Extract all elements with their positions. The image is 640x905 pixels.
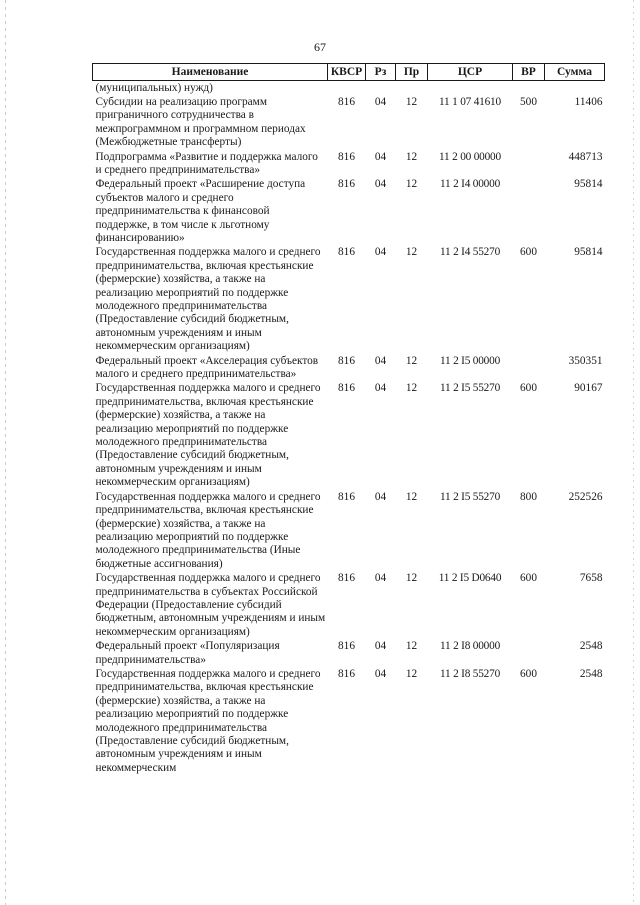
table-row <box>93 95 605 150</box>
row-sum: 2548 <box>579 667 603 680</box>
row-vr <box>513 178 545 246</box>
row-sum: 95814 <box>574 178 603 191</box>
row-name: Государственная поддержка малого и среднего предпринимательства, включая крестьянские (фермерские) хозяйства, а также на реализацию мероприятий по поддержке молодежного предпринимательства (Иные бюджетные ассигнования) <box>95 490 321 570</box>
row-vr: 600 <box>520 667 537 680</box>
row-sum: 448713 <box>568 150 603 163</box>
row-sum: 350351 <box>568 354 603 367</box>
row-csr: 11 2 I8 55270 <box>439 667 501 680</box>
row-rz <box>366 81 396 96</box>
row-sum: 2548 <box>579 640 603 653</box>
row-vr: 500 <box>520 95 537 108</box>
header-name: Наименование <box>93 64 328 81</box>
row-kvsr: 816 <box>338 490 355 503</box>
row-sum: 95814 <box>574 246 603 259</box>
row-kvsr: 816 <box>338 382 355 395</box>
row-vr: 600 <box>520 246 537 259</box>
row-name: Государственная поддержка малого и среднего предпринимательства в субъектах Российской Федерации (Предоставление субсидий бюджетным, автономным учреждениям и иным некоммерческим организациям) <box>95 572 326 638</box>
row-sum <box>545 81 605 96</box>
row-csr <box>428 81 513 96</box>
row-vr <box>513 640 545 668</box>
header-kvsr: КВСР <box>328 64 366 81</box>
row-name: Федеральный проект «Акселерация субъектов малого и среднего предпринимательства» <box>95 354 319 381</box>
row-pr: 12 <box>405 178 418 191</box>
page-number: 67 <box>314 40 326 54</box>
row-rz: 04 <box>374 246 387 259</box>
table-row <box>93 150 605 178</box>
row-vr: 800 <box>520 490 537 503</box>
header-csr: ЦСР <box>428 64 513 81</box>
row-pr: 12 <box>405 95 418 108</box>
row-sum: 90167 <box>574 382 603 395</box>
row-name: Федеральный проект «Популяризация предпринимательства» <box>95 640 280 666</box>
table-row <box>93 382 605 490</box>
row-vr <box>513 354 545 382</box>
table-row <box>93 667 605 775</box>
header-vr: ВР <box>513 64 545 81</box>
scan-edge-left <box>5 0 6 905</box>
row-pr: 12 <box>405 667 418 680</box>
row-vr: 600 <box>520 382 537 395</box>
row-pr: 12 <box>405 150 418 163</box>
row-name: Государственная поддержка малого и среднего предпринимательства, включая крестьянские (фермерские) хозяйства, а также на реализацию мероприятий по поддержке молодежного предпринимательства (Предоставление субсидий бюджетным, автономным учреждениям и иным некоммерческим организациям) <box>95 246 321 353</box>
header-pr: Пр <box>396 64 428 81</box>
row-csr: 11 2 I5 D0640 <box>438 572 502 585</box>
row-rz: 04 <box>374 667 387 680</box>
row-name: Федеральный проект «Расширение доступа субъектов малого и среднего предпринимательства к финансовой поддержке, в том числе к льготному финансированию» <box>95 178 306 244</box>
row-kvsr: 816 <box>338 354 355 367</box>
row-rz: 04 <box>374 572 387 585</box>
row-vr <box>513 81 545 96</box>
row-rz: 04 <box>374 95 387 108</box>
row-sum: 252526 <box>568 490 603 503</box>
row-sum: 11406 <box>574 95 603 108</box>
table-row <box>93 246 605 354</box>
row-rz: 04 <box>374 178 387 191</box>
row-csr: 11 2 I5 55270 <box>439 382 501 395</box>
row-pr: 12 <box>405 246 418 259</box>
table-header-row <box>93 64 605 81</box>
table-row <box>93 572 605 640</box>
row-vr <box>513 150 545 178</box>
table-row <box>93 640 605 668</box>
row-kvsr <box>328 81 366 96</box>
row-name: Подпрограмма «Развитие и поддержка малого и среднего предпринимательства» <box>95 150 318 176</box>
row-name: (муниципальных) нужд) <box>95 81 213 94</box>
row-sum: 7658 <box>579 572 603 585</box>
row-csr: 11 2 I8 00000 <box>439 640 501 653</box>
row-csr: 11 2 I4 00000 <box>439 178 501 191</box>
row-kvsr: 816 <box>338 640 355 653</box>
row-vr: 600 <box>520 572 537 585</box>
row-csr: 11 2 I5 00000 <box>439 354 501 367</box>
row-rz: 04 <box>374 382 387 395</box>
row-pr: 12 <box>405 490 418 503</box>
row-pr <box>396 81 428 96</box>
header-rz: Рз <box>366 64 396 81</box>
header-sum: Сумма <box>545 64 605 81</box>
scan-edge-right <box>633 0 634 905</box>
row-rz: 04 <box>374 150 387 163</box>
row-csr: 11 2 I4 55270 <box>439 246 501 259</box>
row-csr: 11 2 00 00000 <box>439 150 501 163</box>
row-kvsr: 816 <box>338 150 355 163</box>
row-kvsr: 816 <box>338 572 355 585</box>
row-rz: 04 <box>374 490 387 503</box>
row-pr: 12 <box>405 572 418 585</box>
row-csr: 11 1 07 41610 <box>439 95 501 108</box>
table-row <box>93 81 605 96</box>
table-row <box>93 178 605 246</box>
row-csr: 11 2 I5 55270 <box>439 490 501 503</box>
row-pr: 12 <box>405 382 418 395</box>
row-name: Государственная поддержка малого и среднего предпринимательства, включая крестьянские (фермерские) хозяйства, а также на реализацию мероприятий по поддержке молодежного предпринимательства (Предоставление субсидий бюджетным, автономным учреждениям и иным некоммерческим <box>95 667 321 774</box>
row-kvsr: 816 <box>338 246 355 259</box>
row-kvsr: 816 <box>338 95 355 108</box>
row-rz: 04 <box>374 640 387 653</box>
row-pr: 12 <box>405 640 418 653</box>
row-rz: 04 <box>374 354 387 367</box>
row-name: Государственная поддержка малого и среднего предпринимательства, включая крестьянские (фермерские) хозяйства, а также на реализацию мероприятий по поддержке молодежного предпринимательства (Предоставление субсидий бюджетным, автономным учреждениям и иным некоммерческим организациям) <box>95 382 321 489</box>
table-row <box>93 490 605 571</box>
row-kvsr: 816 <box>338 178 355 191</box>
row-pr: 12 <box>405 354 418 367</box>
table-row <box>93 354 605 382</box>
row-name: Субсидии на реализацию программ приграничного сотрудничества в межпрограммном и программном периодах (Межбюджетные трансферты) <box>95 95 306 149</box>
budget-table <box>92 63 605 776</box>
row-kvsr: 816 <box>338 667 355 680</box>
